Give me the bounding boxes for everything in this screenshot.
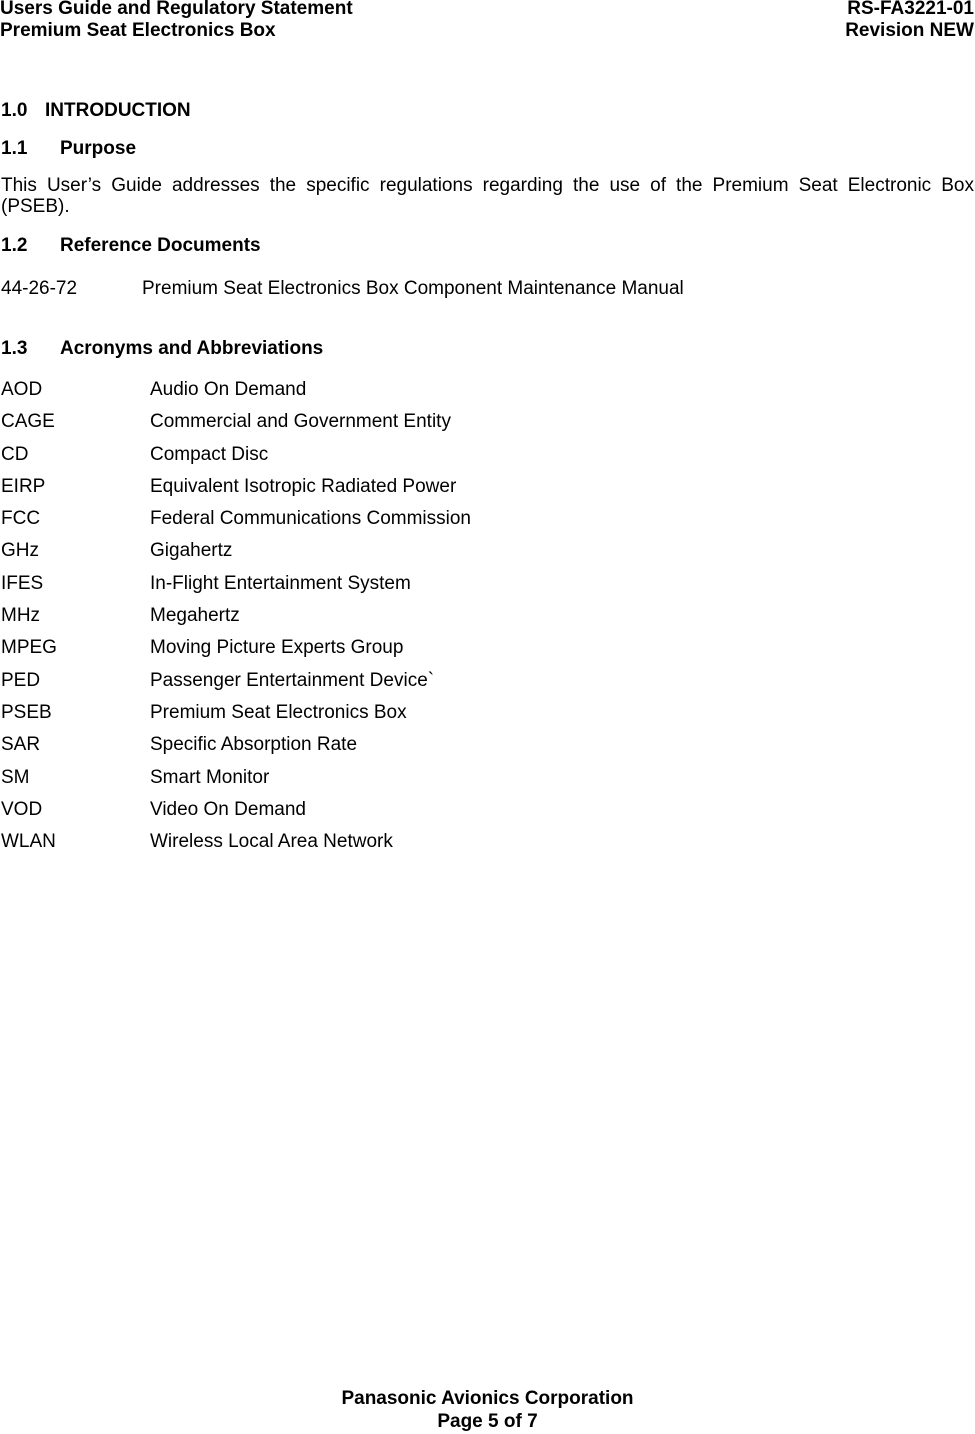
acronym-meaning: Compact Disc <box>150 443 269 465</box>
section-heading-reference-documents <box>1 235 261 257</box>
acronym-row <box>1 508 471 540</box>
acronym-meaning: Smart Monitor <box>150 766 270 788</box>
acronym-abbr: MPEG <box>1 637 57 659</box>
acronym-row <box>1 702 471 734</box>
acronym-abbr: PED <box>1 669 41 691</box>
acronym-meaning: Passenger Entertainment Device` <box>150 669 435 691</box>
reference-title: Premium Seat Electronics Box Component Maintenance Manual <box>142 278 684 299</box>
purpose-paragraph: This User’s Guide addresses the specific regulations regarding the use of the Premium Seat Electronic Box (PSEB). <box>1 175 974 217</box>
acronym-meaning: Premium Seat Electronics Box <box>150 701 407 723</box>
reference-code: 44-26-72 <box>1 278 78 299</box>
acronym-abbr: EIRP <box>1 475 46 497</box>
acronym-abbr: SAR <box>1 734 41 756</box>
acronym-abbr: WLAN <box>1 831 56 853</box>
acronym-abbr: SM <box>1 766 30 788</box>
acronym-meaning: Equivalent Isotropic Radiated Power <box>150 475 457 497</box>
acronym-row <box>1 670 471 702</box>
section-title: Reference Documents <box>60 235 261 256</box>
acronym-meaning: Video On Demand <box>150 798 306 820</box>
section-title: INTRODUCTION <box>45 100 191 121</box>
acronym-meaning: Specific Absorption Rate <box>150 734 358 756</box>
section-heading-acronyms <box>1 338 323 360</box>
acronym-row <box>1 476 471 508</box>
acronym-row <box>1 637 471 669</box>
acronym-meaning: Commercial and Government Entity <box>150 411 451 433</box>
acronym-row <box>1 831 471 863</box>
acronym-meaning: Audio On Demand <box>150 379 307 400</box>
acronym-meaning: Gigahertz <box>150 540 233 562</box>
acronym-row <box>1 411 471 443</box>
acronym-abbr: GHz <box>1 540 39 562</box>
acronym-row <box>1 767 471 799</box>
footer-page-number: Page 5 of 7 <box>437 1411 538 1432</box>
acronym-abbr: FCC <box>1 508 41 530</box>
section-number: 1.0 <box>1 100 28 121</box>
acronym-abbr: CAGE <box>1 411 55 433</box>
acronym-abbr: VOD <box>1 798 43 820</box>
section-number: 1.3 <box>1 338 28 359</box>
acronym-row <box>1 379 471 411</box>
header-revision: Revision NEW <box>845 20 974 41</box>
acronym-meaning: Moving Picture Experts Group <box>150 637 404 659</box>
acronym-abbr: AOD <box>1 379 43 400</box>
acronym-meaning: Wireless Local Area Network <box>150 831 393 853</box>
acronym-row <box>1 799 471 831</box>
acronym-meaning: Megahertz <box>150 605 240 627</box>
section-title: Purpose <box>60 138 137 159</box>
header-title: Users Guide and Regulatory Statement <box>0 0 353 19</box>
acronym-list <box>1 379 471 863</box>
acronym-row <box>1 605 471 637</box>
section-heading-purpose <box>1 138 136 160</box>
reference-document-row <box>1 278 684 300</box>
acronym-abbr: IFES <box>1 572 44 594</box>
section-heading-introduction <box>1 100 191 122</box>
acronym-row <box>1 573 471 605</box>
section-title: Acronyms and Abbreviations <box>60 338 324 359</box>
acronym-meaning: Federal Communications Commission <box>150 508 471 530</box>
header-subtitle: Premium Seat Electronics Box <box>0 20 276 41</box>
acronym-abbr: CD <box>1 443 29 465</box>
footer-company: Panasonic Avionics Corporation <box>341 1388 634 1409</box>
acronym-meaning: In-Flight Entertainment System <box>150 572 411 594</box>
header-doc-number: RS-FA3221-01 <box>847 0 974 19</box>
acronym-row <box>1 540 471 572</box>
acronym-abbr: PSEB <box>1 701 52 723</box>
section-number: 1.1 <box>1 138 28 159</box>
section-number: 1.2 <box>1 235 28 256</box>
acronym-row <box>1 734 471 766</box>
acronym-abbr: MHz <box>1 605 41 627</box>
acronym-row <box>1 444 471 476</box>
